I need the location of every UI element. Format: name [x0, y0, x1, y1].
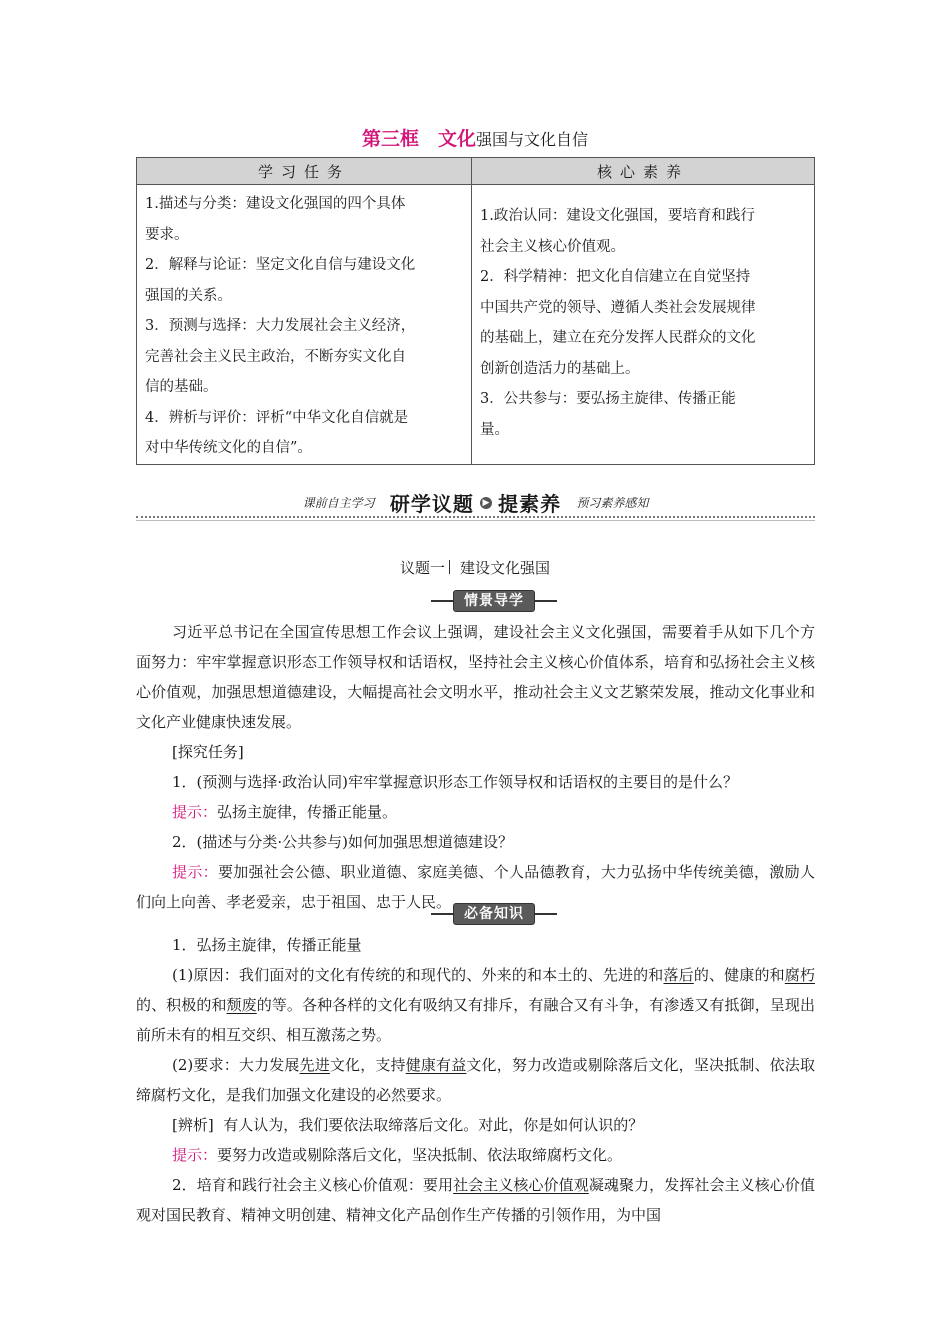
title-main: 第三框 文化 — [361, 128, 476, 150]
analysis-text: 有人认为，我们要依法取缔落后文化。对此，你是如何认识的？ — [223, 1116, 644, 1134]
answer-2-text: 要加强社会公德、职业道德、家庭美德、个人品德教育，大力弘扬中华传统美德，激励人们向上向善、孝老爱亲，忠于祖国、忠于人民。 — [136, 863, 815, 911]
core-literacy-cell — [472, 185, 815, 465]
task-line: 4．辨析与评价：评析“中华文化自信就是 — [145, 409, 409, 426]
literacy-line: 社会主义核心价值观。 — [480, 238, 625, 255]
goals-table — [136, 157, 815, 465]
literacy-line: 2．科学精神：把文化自信建立在自觉坚持 — [480, 269, 751, 285]
knowledge-tag-label: 必备知识 — [453, 903, 535, 925]
literacy-line: 中国共产党的领导、遵循人类社会发展规律 — [480, 299, 756, 316]
topic-title: 建设文化强国 — [460, 559, 551, 577]
topic-label: 议题一 — [399, 559, 445, 577]
hint-label: 提示： — [172, 1146, 218, 1164]
answer-3 — [136, 1140, 815, 1170]
scene-intro: 习近平总书记在全国宣传思想工作会议上强调，建设社会主义文化强国，需要着手从如下几个方面努力：牢牢掌握意识形态工作领导权和话语权，坚持社会主义核心价值体系，培育和弘扬社会主义核心价值观，加强思想道德建设，大幅提高社会文明水平，推动社会主义文艺繁荣发展，推动文化事业和文化产业健康快速发展。 — [136, 623, 815, 731]
task-line: 2．解释与论证：坚定文化自信与建设文化 — [145, 257, 416, 273]
knowledge-core-values: 2．培育和践行社会主义核心价值观：要用社会主义核心价值观凝魂聚力，发挥社会主义核心价值观对国民教育、精神文明创建、精神文化产品创作生产传播的引领作用，为中国 — [136, 1176, 815, 1224]
header-learning-tasks: 学习任务 — [137, 158, 472, 185]
underlined-term: 社会主义核心价值观 — [453, 1176, 589, 1194]
header-core-literacy: 核心素养 — [472, 158, 815, 185]
task-line: 强国的关系。 — [145, 287, 232, 304]
literacy-line: 3．公共参与：要弘扬主旋律、传播正能 — [480, 391, 736, 407]
answer-3-text: 要努力改造或剔除落后文化，坚决抵制、依法取缔腐朽文化。 — [217, 1146, 623, 1164]
arrow-right-icon: ▶ — [480, 497, 492, 509]
question-1: 1．(预测与选择·政治认同)牢牢掌握意识形态工作领导权和话语权的主要目的是什么？ — [172, 773, 739, 791]
banner-divider — [136, 520, 815, 521]
hint-label: 提示： — [172, 803, 218, 821]
task-line: 要求。 — [145, 226, 189, 243]
section-banner — [136, 488, 815, 522]
knowledge-tag — [431, 903, 557, 925]
banner-divider — [136, 516, 815, 518]
topic-separator — [449, 560, 450, 574]
literacy-line: 的基础上，建立在充分发挥人民群众的文化 — [480, 330, 756, 346]
knowledge-heading-1: 1．弘扬主旋律，传播正能量 — [172, 936, 362, 954]
task-line: 3．预测与选择：大力发展社会主义经济， — [145, 318, 416, 334]
task-line: 对中华传统文化的自信”。 — [145, 440, 312, 456]
underlined-term: 落后 — [663, 966, 694, 984]
question-2: 2．(描述与分类·公共参与)如何加强思想道德建设？ — [172, 833, 514, 851]
underlined-term: 颓废 — [226, 996, 257, 1014]
task-line: 信的基础。 — [145, 379, 218, 395]
answer-1 — [136, 797, 815, 827]
scene-tag-label: 情景导学 — [453, 590, 535, 612]
underlined-term: 先进 — [299, 1056, 330, 1074]
scene-tag — [431, 590, 557, 612]
task-line: 1.描述与分类：建设文化强国的四个具体 — [145, 196, 406, 212]
hint-label: 提示： — [172, 863, 218, 881]
topic-heading — [0, 557, 950, 578]
knowledge-requirement: (2)要求：大力发展先进文化，支持健康有益文化，努力改造或剔除落后文化，坚决抵制、依法取缔腐朽文化，是我们加强文化建设的必然要求。 — [136, 1056, 815, 1104]
analysis-label: [辨析] — [172, 1116, 214, 1134]
banner-left-label: 课前自主学习 — [302, 496, 375, 510]
underlined-term: 腐朽 — [784, 966, 815, 984]
literacy-line: 创新创造活力的基础上。 — [480, 360, 640, 377]
title-sub: 强国与文化自信 — [476, 130, 589, 149]
section-title — [0, 124, 950, 151]
knowledge-reason: (1)原因：我们面对的文化有传统的和现代的、外来的和本土的、先进的和落后的、健康的和腐朽的、积极的和颓废的等。各种各样的文化有吸纳又有排斥，有融合又有斗争，有渗透又有抵御，呈现出前所未有的相互交织、相互激荡之势。 — [136, 966, 815, 1044]
banner-title-2: 提素养 — [498, 492, 562, 516]
banner-right-label: 预习素养感知 — [576, 496, 649, 510]
banner-title-1: 研学议题 — [389, 492, 474, 516]
underlined-term: 健康有益 — [405, 1056, 467, 1074]
task-line: 完善社会主义民主政治，不断夯实文化自 — [145, 348, 406, 365]
answer-1-text: 弘扬主旋律，传播正能量。 — [217, 803, 398, 821]
learning-tasks-cell — [137, 185, 472, 465]
task-label: [探究任务] — [172, 743, 244, 761]
analysis — [136, 1110, 815, 1140]
literacy-line: 量。 — [480, 421, 509, 438]
literacy-line: 1.政治认同：建设文化强国，要培育和践行 — [480, 208, 755, 224]
